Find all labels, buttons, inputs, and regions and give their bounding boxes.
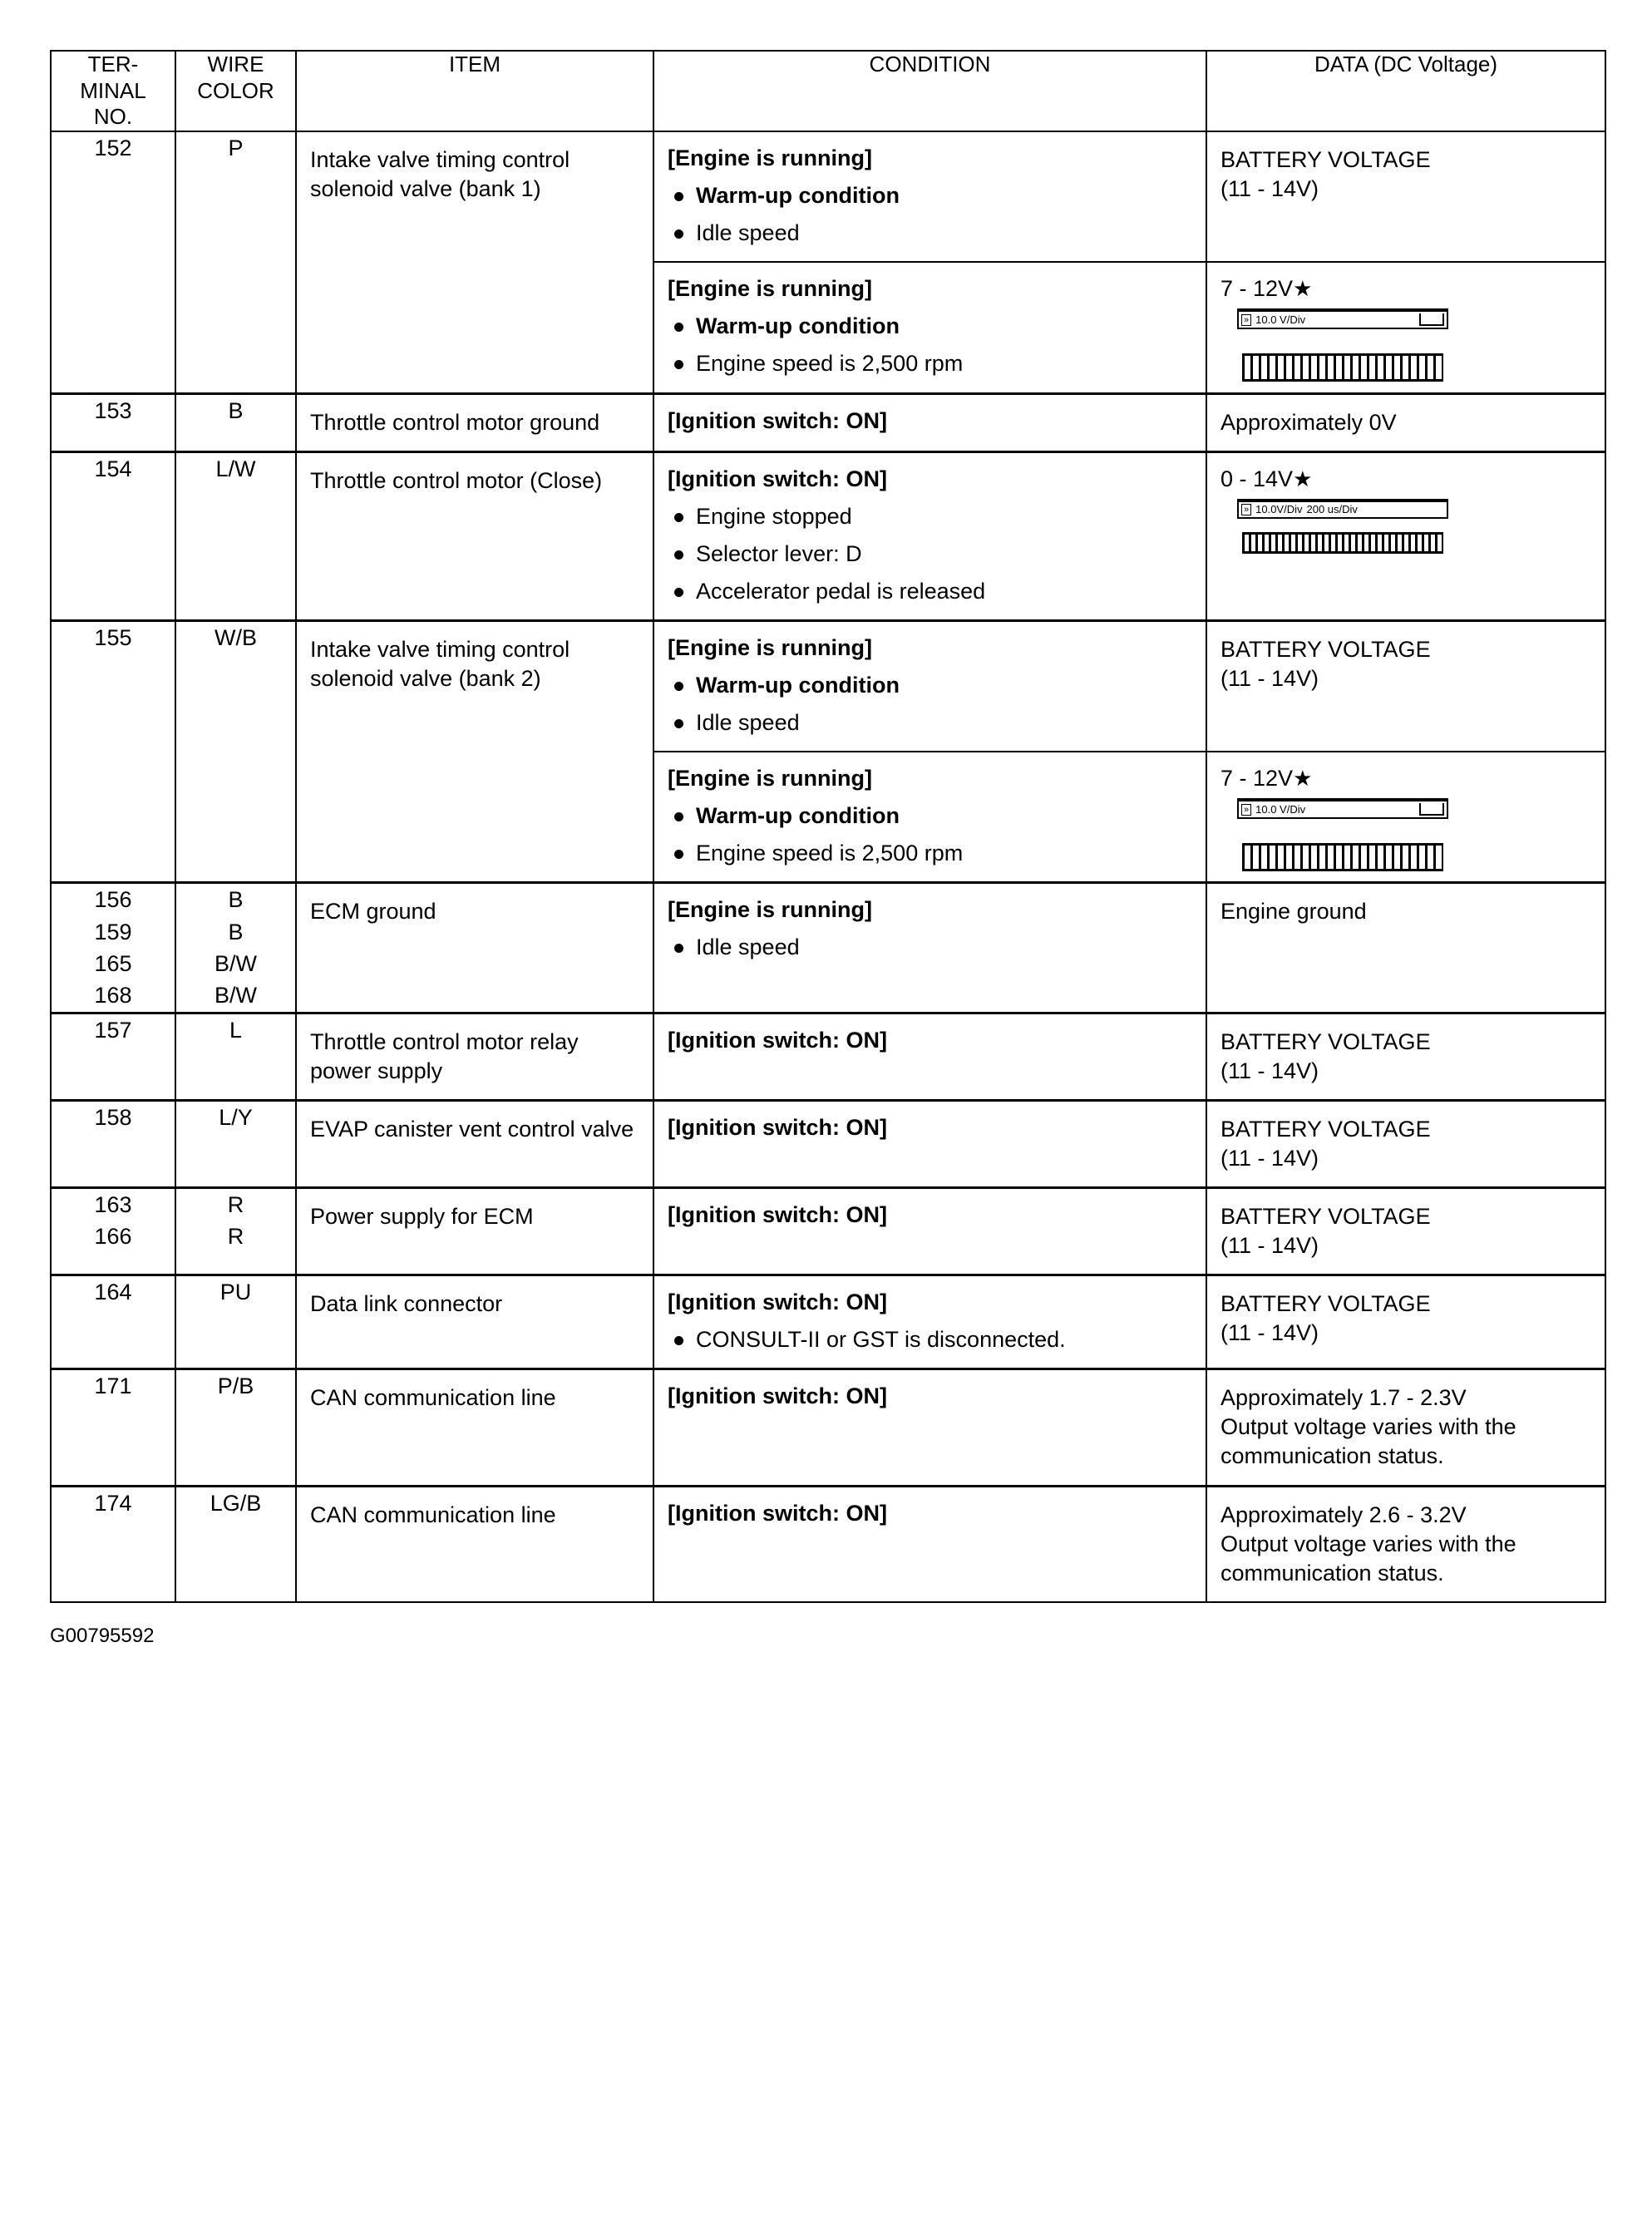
ecm-terminal-spec-table: [50, 50, 1606, 1603]
cell-condition: [653, 131, 1206, 262]
data-line: Approximately 0V: [1221, 409, 1397, 435]
terminal-number: 171: [94, 1373, 132, 1399]
data-line: (11 - 14V): [1221, 1233, 1319, 1259]
condition-bullet: Warm-up condition: [668, 181, 1194, 210]
terminal-number-group: [52, 1189, 175, 1253]
cell-terminal-no: [51, 1275, 175, 1369]
wire-color-group: [176, 884, 295, 1011]
cell-condition: [653, 451, 1206, 620]
table-row: [51, 451, 1605, 620]
cell-item: [296, 1187, 653, 1275]
cell-wire-color: [175, 883, 296, 1013]
data-line: BATTERY VOLTAGE: [1221, 636, 1431, 662]
terminal-number: 166: [94, 1224, 132, 1250]
condition-heading: [Ignition switch: ON]: [668, 1114, 887, 1140]
condition-bullet-list: [668, 1325, 1194, 1354]
terminal-number: 174: [94, 1490, 132, 1516]
data-line: (11 - 14V): [1221, 1320, 1319, 1346]
header-line: CONDITION: [869, 52, 991, 76]
column-header-condition: [653, 51, 1206, 131]
cell-condition: [653, 262, 1206, 393]
condition-bullet-list: [668, 671, 1194, 737]
data-line: BATTERY VOLTAGE: [1221, 1116, 1431, 1142]
table-row: [51, 620, 1605, 752]
cell-condition: [653, 752, 1206, 883]
cell-item: [296, 1486, 653, 1602]
header-line: NO.: [93, 104, 133, 130]
condition-bullet: Idle speed: [668, 933, 1194, 962]
condition-heading: [Engine is running]: [668, 766, 872, 792]
scope-footer: [1239, 310, 1447, 328]
cell-terminal-no: [51, 1013, 175, 1100]
table-row: [51, 131, 1605, 262]
condition-heading: [Ignition switch: ON]: [668, 407, 887, 433]
scope-scale-label: 10.0 V/Div: [1255, 313, 1306, 327]
cell-data: [1206, 1187, 1605, 1275]
wire-color: W/B: [215, 624, 257, 650]
oscilloscope-waveform: [1237, 499, 1448, 519]
terminal-number-group: [52, 884, 175, 1011]
wire-color: B: [228, 887, 244, 913]
voltage-text: 0 - 14V: [1221, 466, 1294, 491]
table-row: [51, 1486, 1605, 1602]
wire-color: R: [227, 1191, 244, 1217]
cell-wire-color: [175, 1013, 296, 1100]
column-header-terminal-no: [51, 51, 175, 131]
cell-item: [296, 1013, 653, 1100]
data-line: communication status.: [1221, 1443, 1444, 1469]
cell-wire-color: [175, 620, 296, 882]
cell-data: [1206, 620, 1605, 752]
wire-color: B/W: [215, 950, 257, 976]
cell-item: [296, 1100, 653, 1187]
condition-heading: [Ignition switch: ON]: [668, 1383, 887, 1409]
item-description: CAN communication line: [310, 1385, 556, 1411]
header-line: COLOR: [197, 77, 274, 103]
wire-color: L/W: [215, 456, 256, 481]
scope-scale-label: 10.0V/Div: [1255, 503, 1303, 516]
star-icon: ★: [1293, 766, 1313, 792]
data-line: Output voltage varies with the: [1221, 1414, 1516, 1440]
table-row: [51, 1187, 1605, 1275]
table-row: [51, 1013, 1605, 1100]
table-header: [51, 51, 1605, 131]
item-description: Power supply for ECM: [310, 1203, 534, 1229]
scope-marker-icon: »: [1241, 314, 1251, 326]
wire-color: B: [228, 397, 244, 423]
wire-color: P: [228, 136, 244, 161]
wire-color: R: [227, 1224, 244, 1250]
condition-heading: [Engine is running]: [668, 634, 872, 660]
condition-bullet: Engine stopped: [668, 502, 1194, 531]
condition-heading: [Ignition switch: ON]: [668, 1201, 887, 1227]
cell-terminal-no: [51, 1100, 175, 1187]
condition-bullet: CONSULT-II or GST is disconnected.: [668, 1325, 1194, 1354]
terminal-number: 158: [94, 1104, 132, 1130]
header-line: MINAL: [80, 77, 146, 103]
data-line: (11 - 14V): [1221, 1058, 1319, 1083]
cell-data: [1206, 262, 1605, 393]
condition-bullet: Idle speed: [668, 708, 1194, 737]
waveform-trace: [1242, 353, 1443, 382]
item-description: Throttle control motor ground: [310, 409, 600, 435]
cell-data: [1206, 1275, 1605, 1369]
cell-item: [296, 1275, 653, 1369]
table-row: [51, 1369, 1605, 1486]
terminal-number: 164: [94, 1280, 132, 1305]
cell-data: [1206, 451, 1605, 620]
scope-marker-icon: »: [1241, 504, 1251, 515]
condition-heading: [Ignition switch: ON]: [668, 466, 887, 491]
cell-terminal-no: [51, 1369, 175, 1486]
figure-code: G00795592: [50, 1624, 155, 1647]
cell-item: [296, 131, 653, 393]
condition-heading: [Ignition switch: ON]: [668, 1290, 887, 1315]
wire-color: LG/B: [210, 1490, 262, 1516]
data-line: BATTERY VOLTAGE: [1221, 1291, 1431, 1317]
cell-condition: [653, 1013, 1206, 1100]
scope-tail-marker: [1419, 803, 1444, 816]
item-description: Intake valve timing control solenoid valve (bank 2): [310, 636, 570, 691]
data-line: Approximately 2.6 - 3.2V: [1221, 1502, 1467, 1527]
wire-color: P/B: [217, 1373, 254, 1399]
scope-footer: [1239, 800, 1447, 817]
waveform-trace: [1242, 843, 1443, 871]
cell-wire-color: [175, 1275, 296, 1369]
voltage-text: 7 - 12V: [1221, 766, 1294, 792]
data-line: BATTERY VOLTAGE: [1221, 1028, 1431, 1054]
cell-terminal-no: [51, 393, 175, 451]
item-description: ECM ground: [310, 899, 436, 925]
star-icon: ★: [1293, 276, 1313, 302]
cell-item: [296, 883, 653, 1013]
data-line: Approximately 1.7 - 2.3V: [1221, 1385, 1467, 1411]
cell-item: [296, 451, 653, 620]
column-header-data: [1206, 51, 1605, 131]
table-row: [51, 393, 1605, 451]
cell-wire-color: [175, 1100, 296, 1187]
cell-data: [1206, 1013, 1605, 1100]
terminal-number: 152: [94, 136, 132, 161]
terminal-number: 156: [94, 887, 132, 913]
data-voltage-range: [1221, 276, 1593, 302]
data-line: (11 - 14V): [1221, 666, 1319, 691]
cell-condition: [653, 1275, 1206, 1369]
condition-bullet: Accelerator pedal is released: [668, 577, 1194, 606]
cell-wire-color: [175, 1369, 296, 1486]
cell-data: [1206, 1100, 1605, 1187]
terminal-number: 154: [94, 456, 132, 481]
condition-bullet-list: [668, 312, 1194, 378]
condition-bullet: Engine speed is 2,500 rpm: [668, 839, 1194, 868]
condition-heading: [Ignition switch: ON]: [668, 1027, 887, 1053]
table-row: [51, 1275, 1605, 1369]
table-header-row: [51, 51, 1605, 131]
table-row: [51, 1100, 1605, 1187]
cell-condition: [653, 1486, 1206, 1602]
condition-bullet-list: [668, 502, 1194, 606]
header-line: ITEM: [448, 52, 501, 76]
cell-terminal-no: [51, 1187, 175, 1275]
data-voltage-range: [1221, 466, 1593, 492]
data-line: Output voltage varies with the: [1221, 1531, 1516, 1556]
wire-color: L: [229, 1017, 243, 1043]
wire-color: B/W: [215, 983, 257, 1009]
column-header-item: [296, 51, 653, 131]
header-line: TER-: [87, 52, 139, 76]
header-line: WIRE: [207, 52, 264, 76]
voltage-text: 7 - 12V: [1221, 276, 1294, 302]
table-row: [51, 883, 1605, 1013]
cell-wire-color: [175, 1187, 296, 1275]
item-description: EVAP canister vent control valve: [310, 1116, 634, 1142]
cell-data: [1206, 393, 1605, 451]
data-voltage-range: [1221, 766, 1593, 792]
cell-item: [296, 620, 653, 882]
cell-condition: [653, 1100, 1206, 1187]
condition-bullet-list: [668, 801, 1194, 868]
scope-time-label: 200 us/Div: [1306, 503, 1358, 516]
cell-terminal-no: [51, 1486, 175, 1602]
cell-wire-color: [175, 451, 296, 620]
cell-item: [296, 393, 653, 451]
data-line: (11 - 14V): [1221, 1145, 1319, 1171]
terminal-number: 153: [94, 397, 132, 423]
data-line: BATTERY VOLTAGE: [1221, 1203, 1431, 1229]
condition-heading: [Engine is running]: [668, 276, 872, 302]
oscilloscope-waveform: [1237, 798, 1448, 819]
header-line: DATA (DC Voltage): [1314, 52, 1498, 76]
table-body: [51, 131, 1605, 1602]
wire-color: PU: [219, 1280, 252, 1305]
cell-data: [1206, 131, 1605, 262]
item-description: Throttle control motor relay power supply: [310, 1028, 579, 1083]
cell-terminal-no: [51, 131, 175, 393]
cell-data: [1206, 752, 1605, 883]
cell-terminal-no: [51, 451, 175, 620]
data-line: communication status.: [1221, 1560, 1444, 1586]
item-description: Data link connector: [310, 1291, 503, 1317]
terminal-number: 157: [94, 1017, 132, 1043]
item-description: CAN communication line: [310, 1502, 556, 1527]
star-icon: ★: [1293, 466, 1313, 491]
column-header-wire-color: [175, 51, 296, 131]
cell-data: [1206, 1486, 1605, 1602]
cell-wire-color: [175, 1486, 296, 1602]
condition-bullet-list: [668, 181, 1194, 248]
scope-tail-marker: [1419, 313, 1444, 326]
wire-color-group: [176, 1189, 295, 1253]
condition-bullet: Selector lever: D: [668, 540, 1194, 569]
cell-condition: [653, 883, 1206, 1013]
data-line: (11 - 14V): [1221, 176, 1319, 202]
terminal-number: 163: [94, 1191, 132, 1217]
data-line: Engine ground: [1221, 899, 1367, 925]
terminal-number: 168: [94, 983, 132, 1009]
cell-data: [1206, 1369, 1605, 1486]
terminal-number: 155: [94, 624, 132, 650]
condition-bullet: Engine speed is 2,500 rpm: [668, 349, 1194, 378]
wire-color: B: [228, 919, 244, 944]
waveform-trace: [1242, 532, 1443, 554]
cell-condition: [653, 1369, 1206, 1486]
cell-wire-color: [175, 393, 296, 451]
cell-wire-color: [175, 131, 296, 393]
scope-marker-icon: »: [1241, 804, 1251, 816]
condition-heading: [Engine is running]: [668, 897, 872, 923]
condition-bullet: Warm-up condition: [668, 801, 1194, 831]
item-description: Intake valve timing control solenoid valve (bank 1): [310, 147, 570, 202]
cell-item: [296, 1369, 653, 1486]
condition-heading: [Engine is running]: [668, 145, 872, 171]
cell-terminal-no: [51, 620, 175, 882]
condition-heading: [Ignition switch: ON]: [668, 1500, 887, 1526]
cell-condition: [653, 1187, 1206, 1275]
condition-bullet-list: [668, 933, 1194, 962]
oscilloscope-waveform: [1237, 308, 1448, 329]
scope-scale-label: 10.0 V/Div: [1255, 803, 1306, 816]
cell-data: [1206, 883, 1605, 1013]
cell-condition: [653, 620, 1206, 752]
terminal-number: 159: [94, 919, 132, 944]
item-description: Throttle control motor (Close): [310, 467, 603, 493]
terminal-number: 165: [94, 950, 132, 976]
condition-bullet: Idle speed: [668, 219, 1194, 248]
wire-color: L/Y: [219, 1104, 253, 1130]
data-line: BATTERY VOLTAGE: [1221, 147, 1431, 173]
cell-condition: [653, 393, 1206, 451]
condition-bullet: Warm-up condition: [668, 312, 1194, 341]
scope-footer: [1239, 501, 1447, 517]
condition-bullet: Warm-up condition: [668, 671, 1194, 700]
cell-terminal-no: [51, 883, 175, 1013]
